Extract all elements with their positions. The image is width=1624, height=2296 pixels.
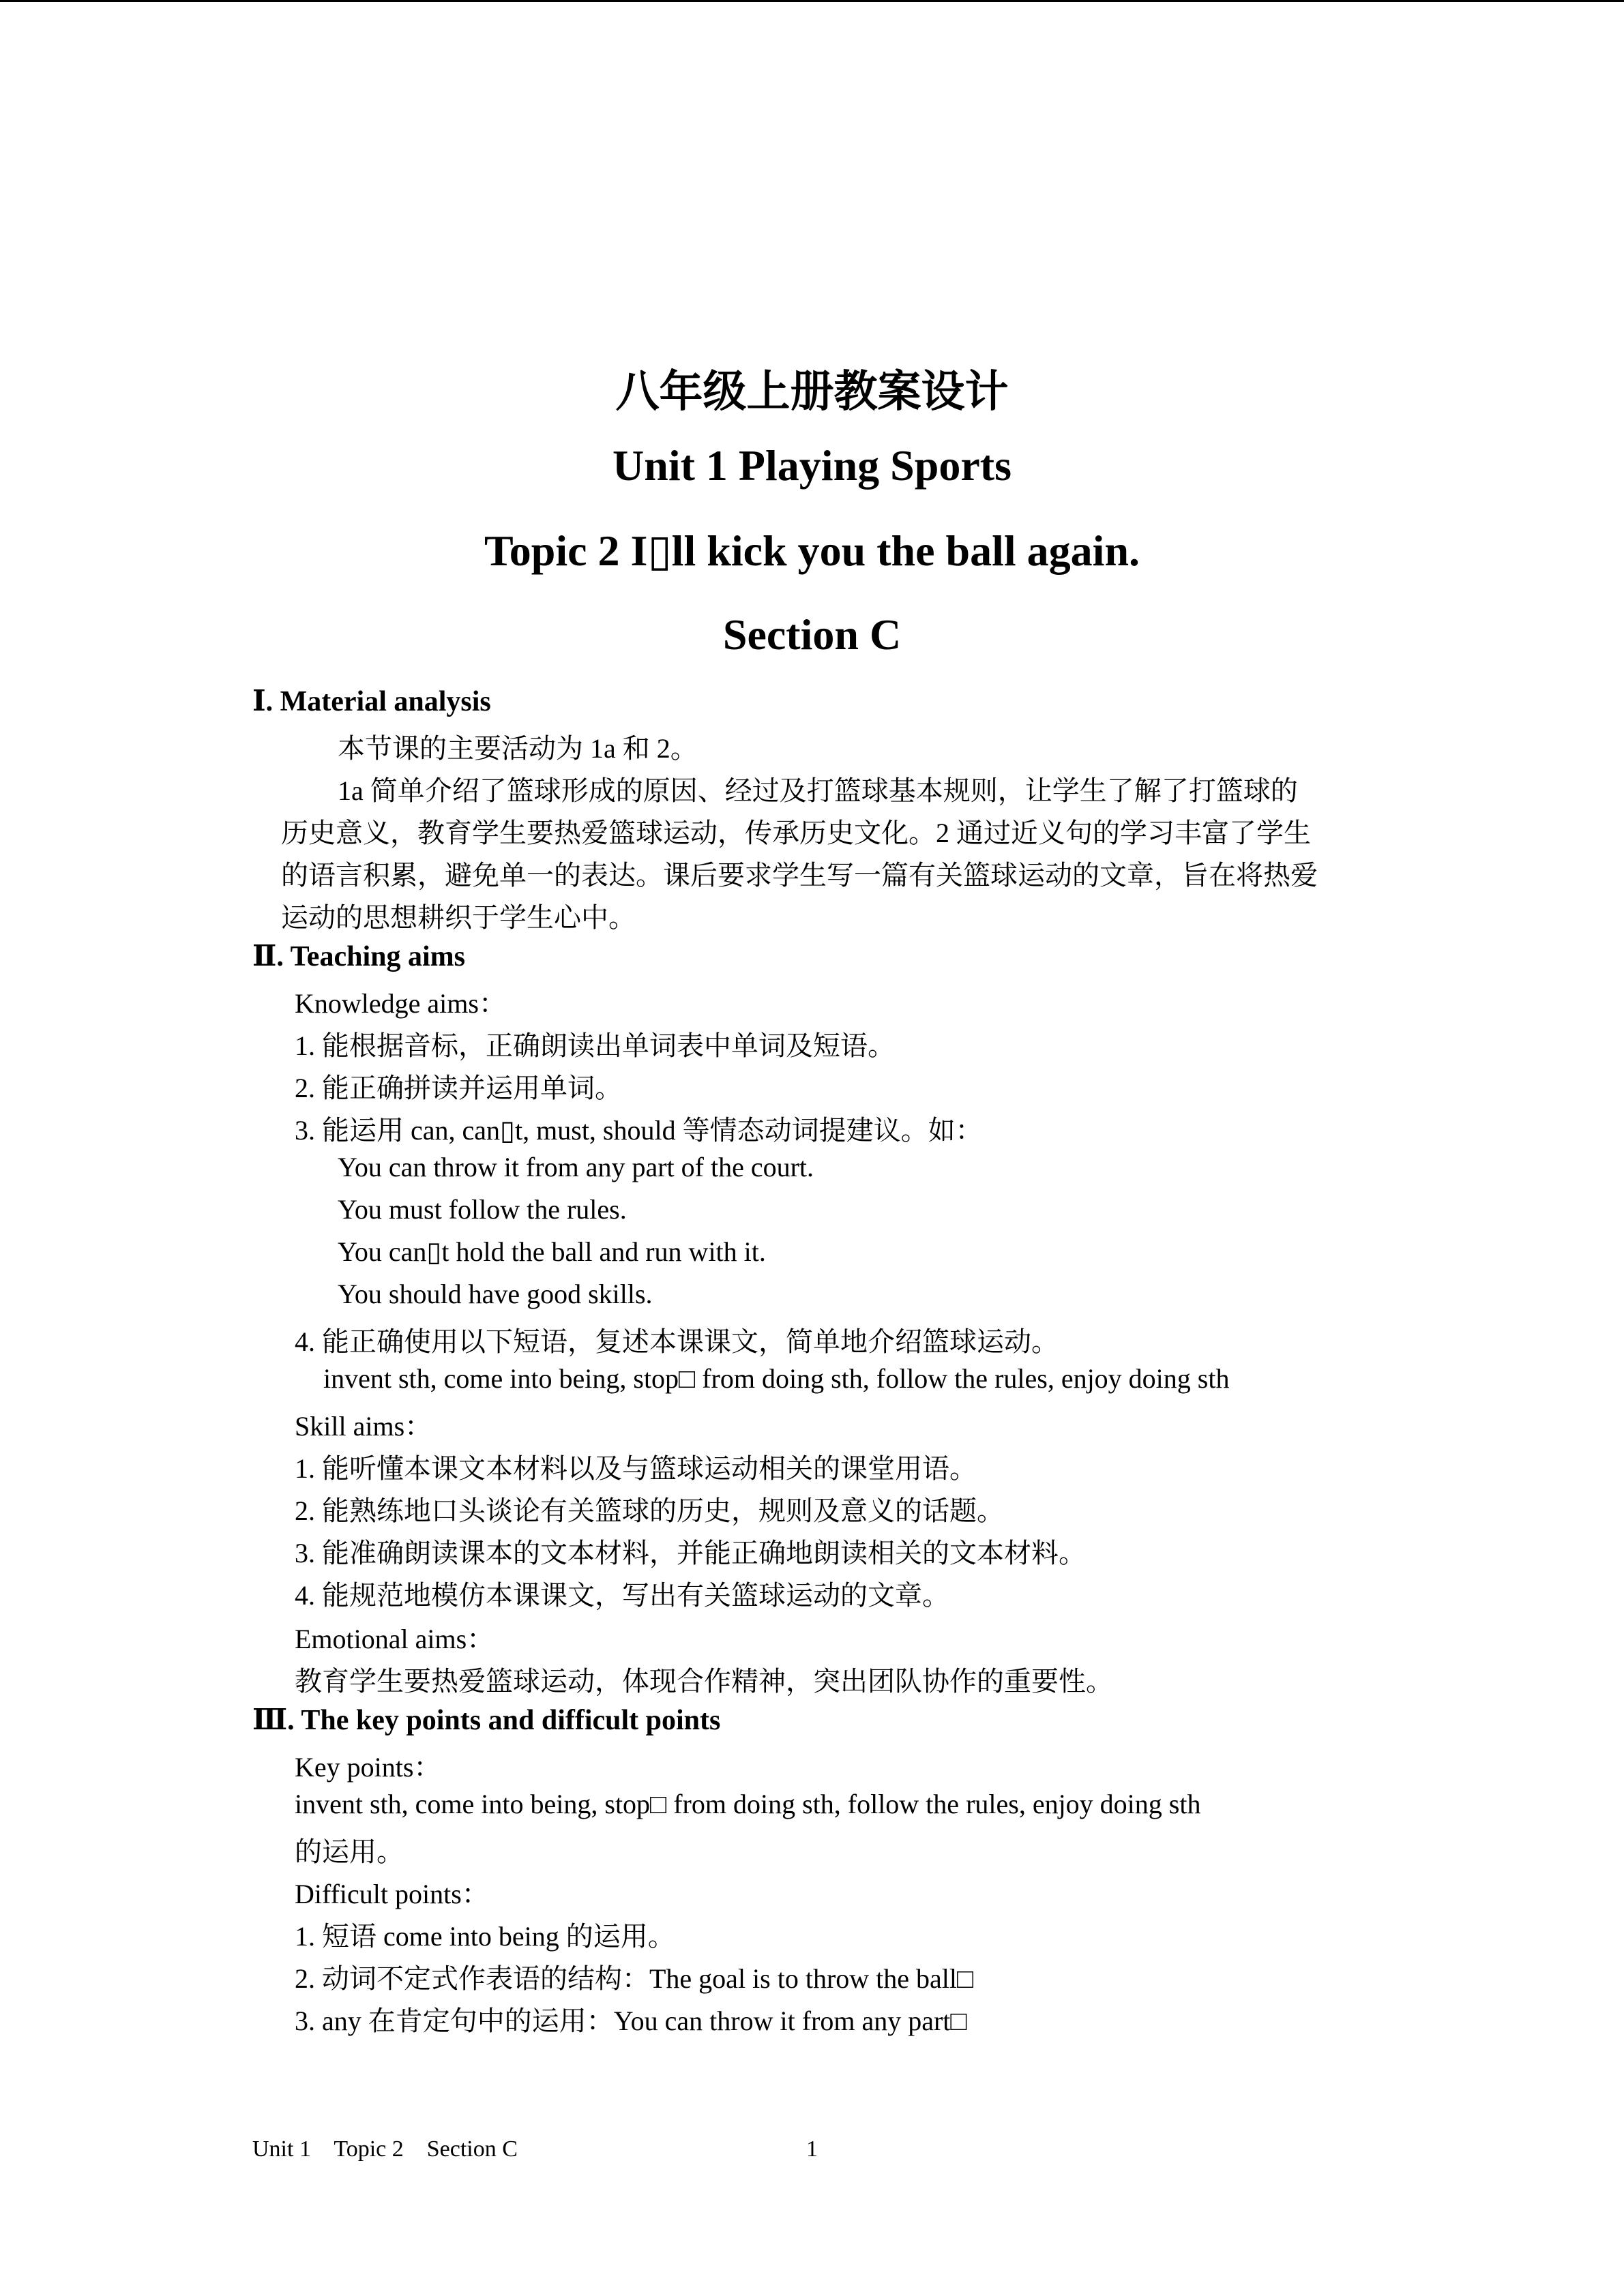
material-line-4: 运动的思想耕织于学生心中。 <box>281 902 636 933</box>
difficult-points-label: Difficult points： <box>295 1879 489 1909</box>
example-sentence-3: You can▯t hold the ball and run with it. <box>338 1236 766 1267</box>
doc-title-chinese: 八年级上册教案设计 <box>615 368 1009 416</box>
material-line-1: 1a 简单介绍了篮球形成的原因、经过及打篮球基本规则，让学生了解了打篮球的 <box>338 775 1298 806</box>
skill-aims-label: Skill aims： <box>295 1411 432 1442</box>
knowledge-aim-3: 3. 能运用 can, can▯t, must, should 等情态动词提建议。如： <box>295 1115 983 1146</box>
example-sentence-2: You must follow the rules. <box>338 1194 627 1225</box>
emotional-aims-label: Emotional aims： <box>295 1624 494 1654</box>
material-analysis-heading: Ⅰ. Material analysis <box>252 686 491 717</box>
emotional-aim: 教育学生要热爱篮球运动，体现合作精神，突出团队协作的重要性。 <box>295 1666 1113 1697</box>
example-sentence-1: You can throw it from any part of the court. <box>338 1152 814 1182</box>
skill-aim-4: 4. 能规范地模仿本课课文，写出有关篮球运动的文章。 <box>295 1580 949 1611</box>
doc-title-unit: Unit 1 Playing Sports <box>612 441 1012 490</box>
key-points-label: Key points： <box>295 1752 441 1783</box>
material-line-3: 的语言积累，避免单一的表达。课后要求学生写一篇有关篮球运动的文章，旨在将热爱 <box>281 860 1318 891</box>
teaching-aims-heading: Ⅱ. Teaching aims <box>252 941 465 972</box>
skill-aim-2: 2. 能熟练地口头谈论有关篮球的历史，规则及意义的话题。 <box>295 1495 1004 1526</box>
knowledge-aims-label: Knowledge aims： <box>295 988 506 1019</box>
knowledge-aim-4: 4. 能正确使用以下短语，复述本课课文，简单地介绍篮球运动。 <box>295 1326 1059 1357</box>
knowledge-aim-2: 2. 能正确拼读并运用单词。 <box>295 1073 622 1103</box>
skill-aim-1: 1. 能听懂本课文本材料以及与篮球运动相关的课堂用语。 <box>295 1453 977 1484</box>
phrase-list: invent sth, come into being, stop□ from doing sth, follow the rules, enjoy doing sth <box>323 1363 1230 1394</box>
key-points-line-2: 的运用。 <box>295 1836 404 1867</box>
material-line-2: 历史意义，教育学生要热爱篮球运动，传承历史文化。2 通过近义句的学习丰富了学生 <box>281 818 1311 848</box>
knowledge-aim-1: 1. 能根据音标，正确朗读出单词表中单词及短语。 <box>295 1030 895 1061</box>
difficult-point-3: 3. any 在肯定句中的运用：You can throw it from any part□ <box>295 2006 967 2036</box>
page-number: 1 <box>806 2136 818 2162</box>
difficult-point-1: 1. 短语 come into being 的运用。 <box>295 1921 675 1952</box>
difficult-point-2: 2. 动词不定式作表语的结构：The goal is to throw the ball□ <box>295 1963 974 1994</box>
skill-aim-3: 3. 能准确朗读课本的文本材料，并能正确地朗读相关的文本材料。 <box>295 1538 1086 1568</box>
doc-title-topic: Topic 2 I▯ll kick you the ball again. <box>484 526 1140 575</box>
example-sentence-4: You should have good skills. <box>338 1279 653 1309</box>
doc-title-section: Section C <box>722 610 902 659</box>
key-points-line-1: invent sth, come into being, stop□ from doing sth, follow the rules, enjoy doing sth <box>295 1789 1201 1819</box>
key-difficult-points-heading: Ⅲ. The key points and difficult points <box>252 1705 721 1736</box>
footer-label: Unit 1 Topic 2 Section C <box>252 2136 518 2162</box>
material-intro: 本节课的主要活动为 1a 和 2。 <box>338 733 698 764</box>
